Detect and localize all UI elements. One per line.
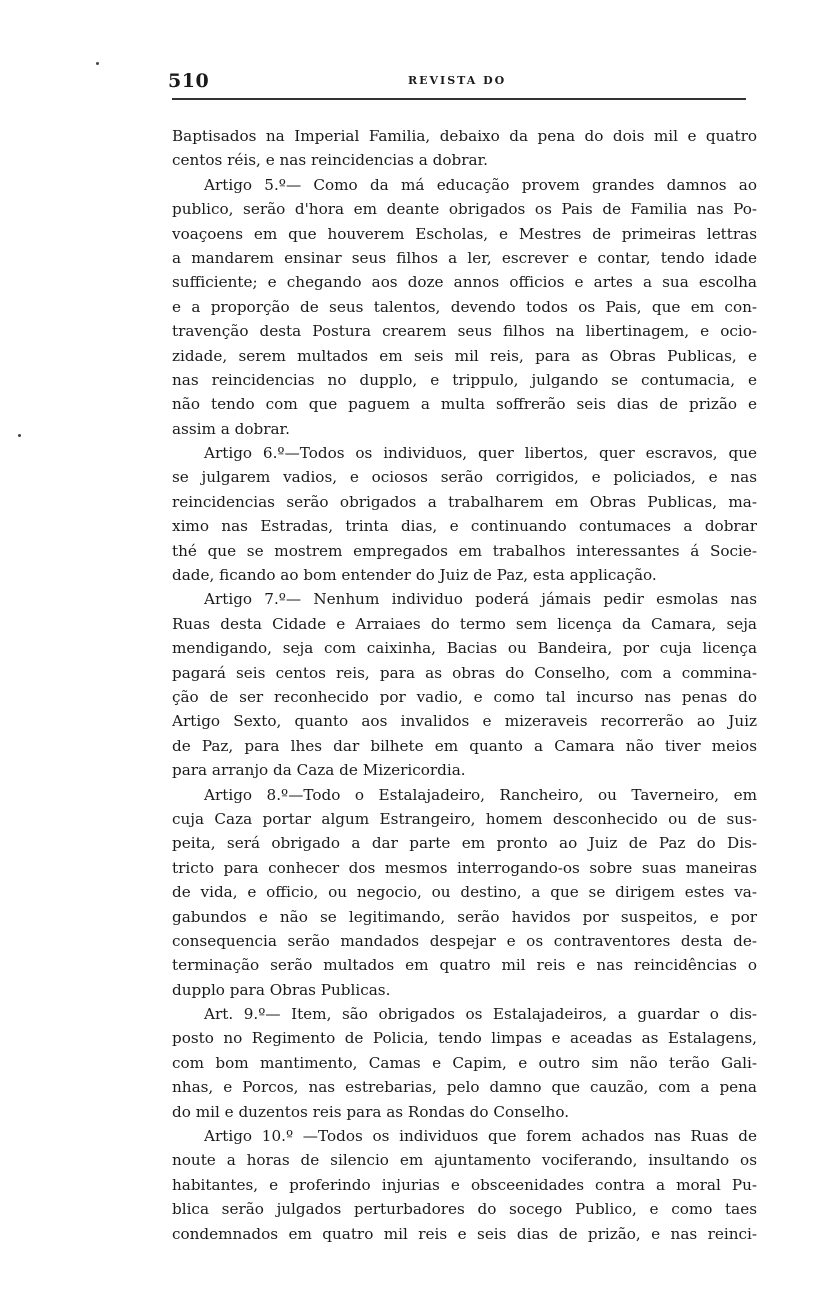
text-line: Artigo 8.º—Todo o Estalajadeiro, Rancheiro, ou Taverneiro, em	[204, 785, 757, 804]
text-line: centos réis, e nas reincidencias a dobrar.	[172, 151, 488, 170]
text-line: nhas, e Porcos, nas estrebarias, pelo damno que cauzão, com a pena	[172, 1078, 757, 1097]
text-line: mendigando, seja com caixinha, Bacias ou Bandeira, por cuja licença	[172, 639, 757, 658]
header-rule	[172, 98, 746, 100]
text-line: com bom mantimento, Camas e Capim, e outro sim não terão Gali-	[172, 1053, 757, 1072]
text-line: assim a dobrar.	[172, 419, 290, 438]
text-line: e a proporção de seus talentos, devendo todos os Pais, que em con-	[172, 297, 757, 316]
text-line: Art. 9.º— Item, são obrigados os Estalajadeiros, a guardar o dis-	[204, 1005, 757, 1024]
text-line: posto no Regimento de Policia, tendo limpas e aceadas as Estalagens,	[172, 1029, 757, 1048]
text-line: zidade, serem multados em seis mil reis, para as Obras Publicas, e	[172, 346, 757, 365]
text-line: Artigo Sexto, quanto aos invalidos e mizeraveis recorrerão ao Juiz	[172, 712, 757, 731]
text-line: de vida, e officio, ou negocio, ou destino, a que se dirigem estes va-	[172, 883, 757, 902]
text-line: se julgarem vadios, e ociosos serão corrigidos, e policiados, e nas	[172, 468, 757, 487]
margin-speck	[96, 62, 99, 65]
text-line: cuja Caza portar algum Estrangeiro, homem desconhecido ou de sus-	[172, 809, 757, 828]
text-line: de Paz, para lhes dar bilhete em quanto a Camara não tiver meios	[172, 736, 757, 755]
text-line: habitantes, e proferindo injurias e obsceenidades contra a moral Pu-	[172, 1175, 757, 1194]
margin-speck	[18, 434, 21, 437]
text-line: Artigo 10.º —Todos os individuos que forem achados nas Ruas de	[204, 1127, 757, 1146]
text-line: terminação serão multados em quatro mil reis e nas reincidências o	[172, 956, 757, 975]
text-line: condemnados em quatro mil reis e seis dias de prizão, e nas reinci-	[172, 1224, 757, 1243]
text-line: ção de ser reconhecido por vadio, e como tal incurso nas penas do	[172, 687, 757, 706]
text-line: noute a horas de silencio em ajuntamento vociferando, insultando os	[172, 1151, 757, 1170]
text-line: reincidencias serão obrigados a trabalharem em Obras Publicas, ma-	[172, 492, 757, 511]
text-line: a mandarem ensinar seus filhos a ler, escrever e contar, tendo idade	[172, 248, 757, 267]
text-line: dupplo para Obras Publicas.	[172, 980, 391, 999]
text-line: blica serão julgados perturbadores do socego Publico, e como taes	[172, 1200, 757, 1219]
page-number: 510	[168, 70, 210, 92]
text-line: dade, ficando ao bom entender do Juiz de Paz, esta applicação.	[172, 566, 657, 585]
text-line: nas reincidencias no dupplo, e trippulo, julgando se contumacia, e	[172, 370, 757, 389]
running-title: REVISTA DO	[408, 74, 507, 87]
text-line: para arranjo da Caza de Mizericordia.	[172, 761, 466, 780]
text-line: peita, será obrigado a dar parte em pronto ao Juiz de Paz do Dis-	[172, 834, 757, 853]
body-text	[172, 124, 757, 1246]
text-line: Artigo 7.º— Nenhum individuo poderá jámais pedir esmolas nas	[204, 590, 757, 609]
text-line: consequencia serão mandados despejar e os contraventores desta de-	[172, 931, 757, 950]
text-line: não tendo com que paguem a multa soffrerão seis dias de prizão e	[172, 395, 757, 414]
text-line: thé que se mostrem empregados em trabalhos interessantes á Socie-	[172, 541, 757, 560]
text-line: voaçoens em que houverem Escholas, e Mestres de primeiras lettras	[172, 224, 757, 243]
text-line: publico, serão d'hora em deante obrigados os Pais de Familia nas Po-	[172, 200, 757, 219]
text-line: Ruas desta Cidade e Arraiaes do termo sem licença da Camara, seja	[172, 614, 757, 633]
text-line: Artigo 6.º—Todos os individuos, quer libertos, quer escravos, que	[204, 444, 757, 463]
text-line: do mil e duzentos reis para as Rondas do Conselho.	[172, 1102, 570, 1121]
text-line: gabundos e não se legitimando, serão havidos por suspeitos, e por	[172, 907, 757, 926]
text-line: tricto para conhecer dos mesmos interrogando-os sobre suas maneiras	[172, 858, 757, 877]
page-header	[168, 70, 758, 94]
text-line: Artigo 5.º— Como da má educação provem grandes damnos ao	[204, 175, 757, 194]
text-line: ximo nas Estradas, trinta dias, e continuando contumaces a dobrar	[172, 517, 757, 536]
text-line: Baptisados na Imperial Familia, debaixo da pena do dois mil e quatro	[172, 127, 757, 145]
text-line: pagará seis centos reis, para as obras do Conselho, com a commina-	[172, 663, 757, 682]
text-line: sufficiente; e chegando aos doze annos officios e artes a sua escolha	[172, 273, 757, 292]
text-line: travenção desta Postura crearem seus filhos na libertinagem, e ocio-	[172, 322, 757, 341]
